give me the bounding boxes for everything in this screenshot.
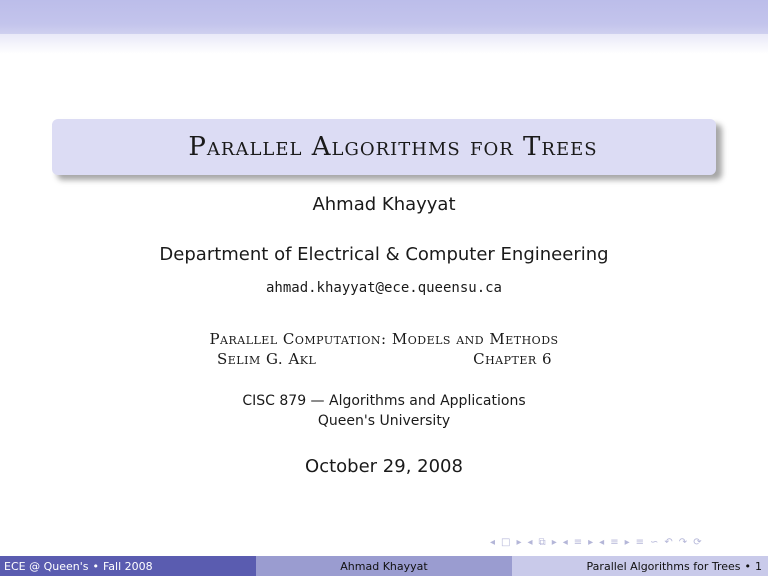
page-number: 1	[755, 559, 762, 573]
nav-reload-icon[interactable]: ⟳	[693, 536, 702, 548]
book-info-line	[217, 350, 552, 368]
footer-right	[512, 556, 768, 576]
nav-next-frame-icon[interactable]: ▸	[551, 536, 557, 548]
nav-search-icon[interactable]: ∽	[650, 536, 659, 548]
department: Department of Electrical & Computer Engineering	[159, 244, 609, 265]
nav-next-section-icon[interactable]: ▸	[624, 536, 630, 548]
nav-next-subsection-icon[interactable]: ▸	[588, 536, 594, 548]
nav-document-icon[interactable]: ≡	[635, 536, 645, 548]
university: Queen's University	[317, 413, 451, 429]
book-title: Parallel Computation: Models and Methods	[209, 330, 559, 348]
footer-title: Parallel Algorithms for Trees	[586, 559, 741, 573]
footer-left	[0, 556, 256, 576]
nav-prev-slide-icon[interactable]: ◂	[490, 536, 496, 548]
presentation-date: October 29, 2008	[305, 456, 463, 477]
nav-prev-section-icon[interactable]: ◂	[599, 536, 605, 548]
nav-frame-icon[interactable]: ⧉	[538, 536, 546, 548]
beamer-navigation	[490, 534, 762, 550]
footer-term: Fall 2008	[102, 559, 153, 573]
footer-bar	[0, 556, 768, 576]
nav-back-icon[interactable]: ↶	[664, 536, 673, 548]
email-address: ahmad.khayyat@ece.queensu.ca	[265, 280, 502, 296]
footer-author: Ahmad Khayyat	[340, 559, 428, 573]
header-fade	[0, 34, 768, 54]
slide-title: Parallel Algorithms for Trees	[188, 132, 598, 162]
nav-forward-icon[interactable]: ↷	[678, 536, 688, 548]
header-bar	[0, 0, 768, 34]
footer-separator: •	[744, 559, 751, 573]
nav-next-slide-icon[interactable]: ▸	[516, 536, 522, 548]
nav-prev-subsection-icon[interactable]: ◂	[562, 536, 568, 548]
nav-subsection-icon[interactable]: ≡	[573, 536, 583, 548]
course-name: CISC 879 — Algorithms and Applications	[242, 393, 526, 409]
nav-slide-icon[interactable]: □	[501, 536, 511, 548]
book-author: Selim G. Akl	[217, 350, 317, 368]
author-name: Ahmad Khayyat	[312, 194, 456, 215]
title-box	[52, 119, 716, 175]
footer-separator: •	[92, 559, 99, 573]
nav-section-icon[interactable]: ≡	[610, 536, 619, 548]
book-chapter: Chapter 6	[473, 350, 552, 368]
nav-prev-frame-icon[interactable]: ◂	[527, 536, 533, 548]
footer-institution: ECE @ Queen's	[4, 559, 89, 573]
footer-center	[256, 556, 512, 576]
